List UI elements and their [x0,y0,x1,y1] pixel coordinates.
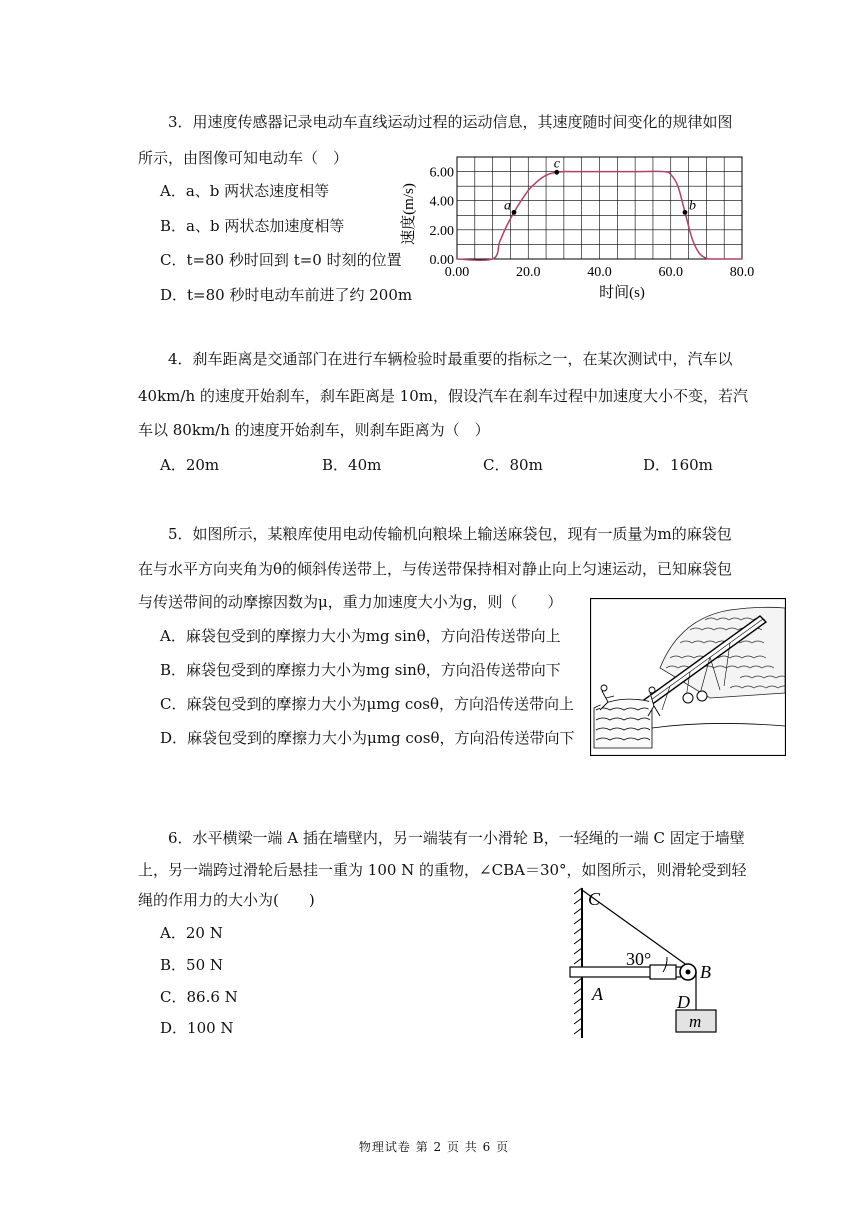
point-label-b: b [689,198,696,214]
conveyor-illustration [590,598,786,756]
x-tick-label: 80.0 [729,265,755,280]
pulley-axle [686,970,691,975]
y-tick-label: 2.00 [429,223,454,239]
q6-option-a: A．20 N [160,924,223,942]
q5-option-c: C．麻袋包受到的摩擦力大小为μmg cosθ，方向沿传送带向上 [160,695,574,713]
label-b: B [700,962,711,982]
q6-option-c: C．86.6 N [160,988,238,1006]
label-c: C [588,889,601,909]
q5-stem-line2: 在与水平方向夹角为θ的倾斜传送带上，与传送带保持相对静止向上匀速运动，已知麻袋包 [138,560,733,578]
label-m: m [689,1012,702,1031]
x-axis-label: 时间(s) [599,285,645,301]
q5-option-d: D．麻袋包受到的摩擦力大小为μmg cosθ，方向沿传送带向下 [160,729,575,747]
point-label-c: c [553,156,560,172]
velocity-time-chart [395,150,775,305]
page-footer: 物理试卷 第 2 页 共 6 页 [358,1140,510,1154]
q4-stem-line3: 车以 80km/h 的速度开始刹车，则刹车距离为（ ） [138,421,490,439]
x-tick-label: 40.0 [587,265,612,280]
point-label-a: a [504,198,511,214]
q3-option-c: C．t=80 秒时回到 t=0 时刻的位置 [160,251,402,269]
q4-option-a: A．20m [160,456,220,474]
q3-stem-line1: 3．用速度传感器记录电动车直线运动过程的运动信息，其速度随时间变化的规律如图 [168,113,733,131]
q5-option-a: A．麻袋包受到的摩擦力大小为mg sinθ，方向沿传送带向上 [160,627,561,645]
label-d: D [677,992,690,1012]
y-tick-label: 0.00 [429,253,454,268]
q4-stem-line1: 4．刹车距离是交通部门在进行车辆检验时最重要的指标之一，在某次测试中，汽车以 [168,350,733,368]
y-tick-label: 6.00 [429,165,454,181]
q6-option-b: B．50 N [160,956,224,974]
q3-option-a: A．a、b 两状态速度相等 [160,182,330,200]
label-angle: 30° [626,949,652,969]
q3-option-b: B．a、b 两状态加速度相等 [160,217,345,235]
point-b [683,210,688,215]
y-tick-label: 4.00 [429,194,454,210]
pulley-figure [560,880,740,1045]
x-tick-label: 60.0 [658,265,683,280]
q4-option-b: B．40m [322,456,382,474]
q4-stem-line2: 40km/h 的速度开始刹车，刹车距离是 10m，假设汽车在刹车过程中加速度大小不变，若汽 [138,387,748,405]
wall-hatching [574,888,582,1034]
q5-option-b: B．麻袋包受到的摩擦力大小为mg sinθ，方向沿传送带向下 [160,661,561,679]
q3-option-d: D．t=80 秒时电动车前进了约 200m [160,286,413,304]
q3-stem-line2: 所示，由图像可知电动车（ ） [138,149,349,167]
q6-stem-line3: 绳的作用力的大小为( ) [138,891,315,909]
y-axis-label: 速度(m/s) [401,183,417,245]
q4-option-c: C．80m [483,456,543,474]
q5-stem-line1: 5．如图所示，某粮库使用电动传输机向粮垛上输送麻袋包，现有一质量为m的麻袋包 [168,525,732,543]
q6-option-d: D．100 N [160,1019,234,1037]
point-a [512,210,517,215]
q6-stem-line2: 上，另一端跨过滑轮后悬挂一重为 100 N 的重物，∠CBA＝30°，如图所示，则滑轮受到轻 [138,861,747,879]
q5-stem-line3: 与传送带间的动摩擦因数为μ，重力加速度大小为g，则（ ） [138,593,563,611]
q6-stem-line1: 6．水平横梁一端 A 插在墙壁内，另一端装有一小滑轮 B，一轻绳的一端 C 固定于墙壁 [168,829,745,847]
label-a: A [592,984,603,1004]
x-tick-label: 20.0 [516,265,541,280]
x-tick-label: 0.00 [444,265,470,280]
q4-option-d: D．160m [643,456,713,474]
